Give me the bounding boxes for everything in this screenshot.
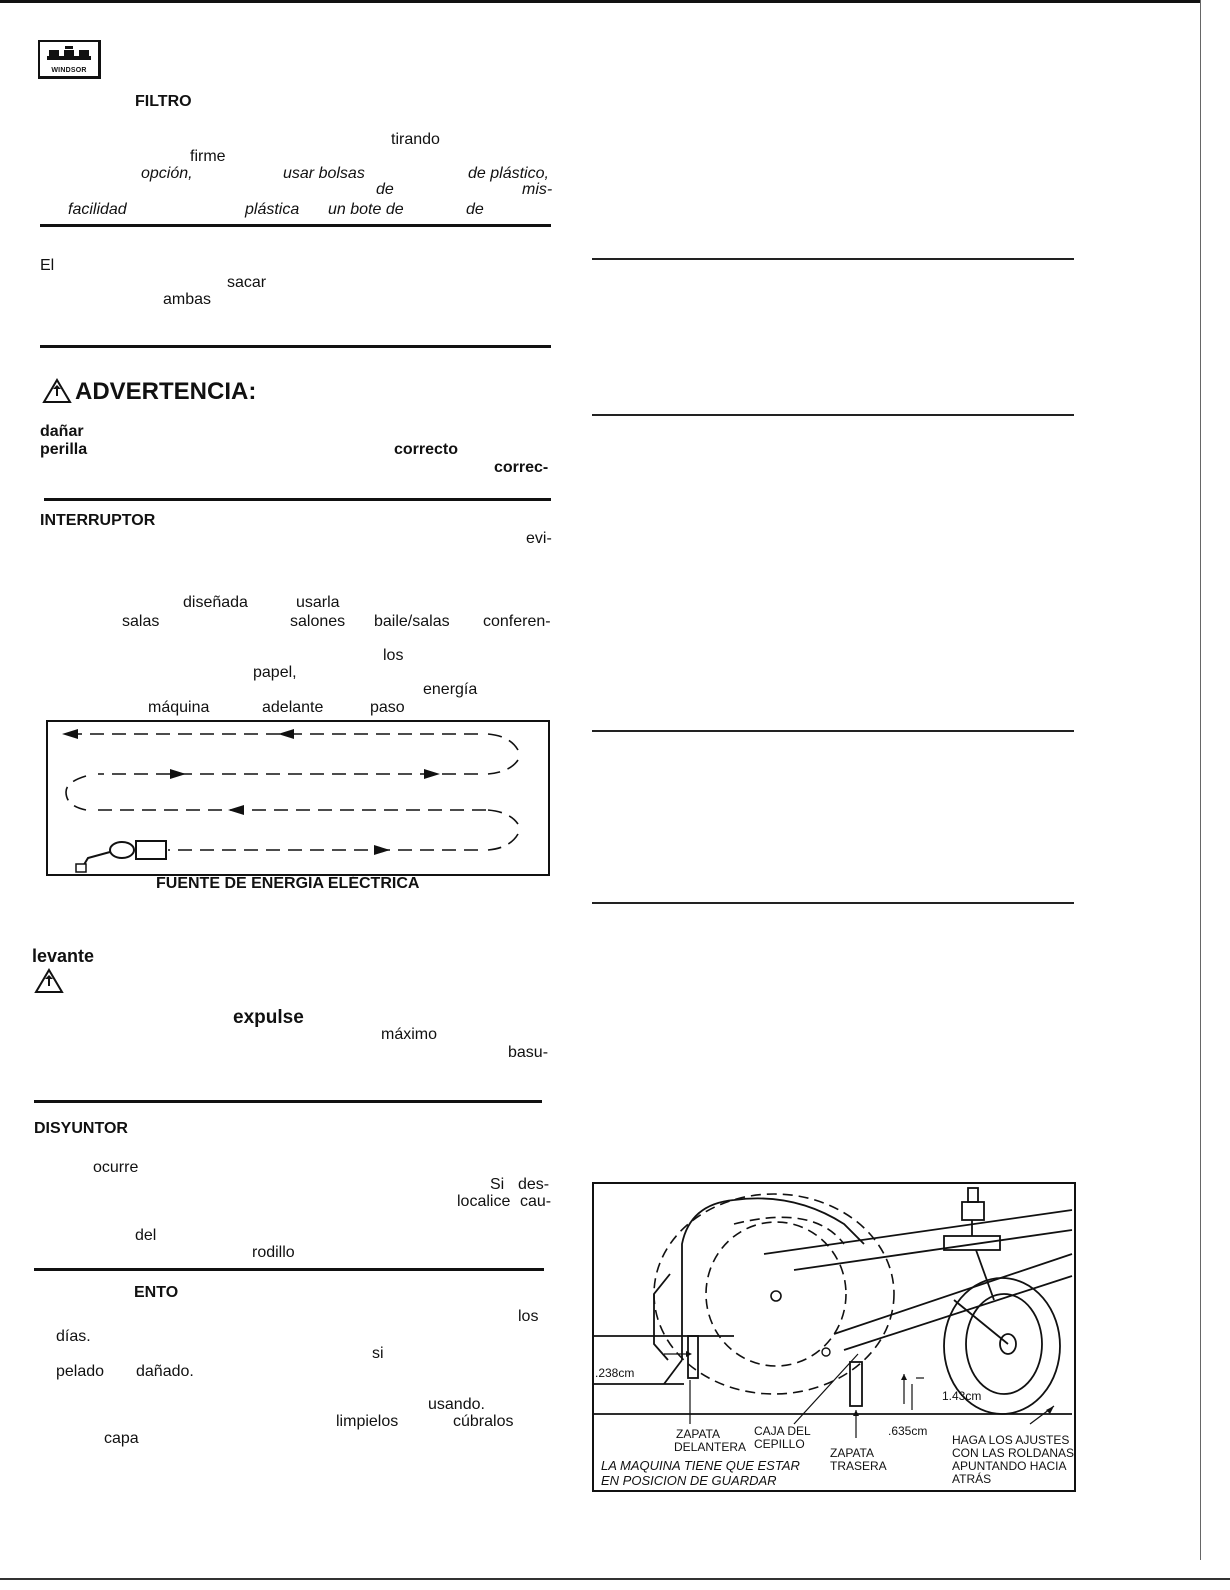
word-usar-bolsas: usar bolsas [283,165,365,182]
word-mis: mis- [522,181,553,198]
word-los: los [518,1308,539,1325]
advertencia-title: ADVERTENCIA: [75,378,257,405]
word-del: del [135,1227,157,1244]
word-rodillo: rodillo [252,1244,295,1261]
path-diagram-svg [48,722,548,874]
la-maquina-line-1: LA MAQUINA TIENE QUE ESTAR [601,1458,800,1473]
measure-143: 1.43cm [942,1389,982,1403]
caja-cepillo-label-2: CEPILLO [754,1437,805,1451]
word-paso: paso [370,699,405,716]
section-divider [34,1268,544,1271]
word-sacar: sacar [227,274,267,291]
word-firme: firme [190,148,226,165]
word-salas: salas [122,613,160,630]
haga-ajustes-line-4: ATRÁS [952,1472,992,1486]
word-salones: salones [290,613,346,630]
diagram-caption: FUENTE DE ENERGÍA ELÉCTRICA [156,875,420,892]
word-energia: energía [423,681,478,698]
word-maximo: máximo [381,1026,438,1043]
word-levante: levante [32,946,95,966]
word-conferen: conferen- [483,613,551,630]
word-el: El [40,257,55,274]
word-maquina: máquina [148,699,210,716]
word-correc: correc- [494,459,549,476]
word-de-plastico: de plástico, [468,165,549,182]
interruptor-heading: INTERRUPTOR [40,512,156,529]
word-danado: dañado. [136,1363,194,1380]
word-si: si [372,1345,384,1362]
vacuum-path-diagram [46,720,550,876]
word-disenada: diseñada [183,594,248,611]
filtro-heading: FILTRO [135,93,192,110]
right-column-divider [592,902,1074,904]
section-divider [40,224,551,227]
zapata-trasera-label-1: ZAPATA [830,1446,875,1460]
measure-238: .238cm [595,1366,635,1380]
haga-ajustes-line-3: APUNTANDO HACIA [952,1459,1067,1473]
word-cau: cau- [520,1193,552,1210]
word-ambas: ambas [163,291,212,308]
word-cubralos: cúbralos [453,1413,514,1430]
word-papel: papel, [253,664,297,681]
windsor-logo [38,40,101,79]
disyuntor-heading: DISYUNTOR [34,1120,128,1137]
word-baile-salas: baile/salas [374,613,450,630]
measure-635: .635cm [888,1424,928,1438]
word-opcion: opción, [141,165,193,182]
word-evi: evi- [526,530,552,547]
word-pelado: pelado [56,1363,105,1380]
word-un-bote-de: un bote de [328,201,404,218]
zapata-delantera-label-2: DELANTERA [674,1440,747,1454]
section-divider [44,498,551,501]
zapata-trasera-label-2: TRASERA [830,1459,887,1473]
section-divider [40,345,551,348]
la-maquina-line-2: EN POSICION DE GUARDAR [601,1473,777,1488]
mantenimiento-heading: ENTO [134,1284,179,1301]
word-los: los [383,647,404,664]
page-bottom-rule [0,1578,1230,1580]
word-usando: usando. [428,1396,485,1413]
word-des: des- [518,1176,550,1193]
word-expulse: expulse [233,1007,304,1028]
word-ocurre: ocurre [93,1159,139,1176]
page-top-rule [0,0,1200,3]
right-column-divider [592,414,1074,416]
word-perilla: perilla [40,441,88,458]
right-column-divider [592,258,1074,260]
word-usarla: usarla [296,594,340,611]
word-plastica: plástica [245,201,300,218]
warning-triangle-icon [42,378,72,404]
word-danar: dañar [40,423,84,440]
word-de-2: de [466,201,484,218]
word-dias: días. [56,1328,91,1345]
right-column-divider [592,730,1074,732]
word-adelante: adelante [262,699,324,716]
page-right-rule [1200,0,1201,1560]
haga-ajustes-line-2: CON LAS ROLDANAS [952,1446,1075,1460]
word-de: de [376,181,394,198]
zapata-delantera-label-1: ZAPATA [676,1427,721,1441]
logo-text: WINDSOR [51,67,87,74]
word-facilidad: facilidad [68,201,127,218]
section-divider [34,1100,542,1103]
word-capa: capa [104,1430,139,1447]
haga-ajustes-line-1: HAGA LOS AJUSTES [952,1433,1070,1447]
word-localice: localice [457,1193,511,1210]
caja-cepillo-label-1: CAJA DEL [754,1424,811,1438]
windsor-logo-icon [45,46,93,60]
word-tirando: tirando [391,131,440,148]
warning-triangle-icon [34,968,64,994]
word-basu: basu- [508,1044,549,1061]
word-si: Si [490,1176,505,1193]
word-correcto: correcto [394,441,459,458]
word-limpielos: limpielos [336,1413,399,1430]
